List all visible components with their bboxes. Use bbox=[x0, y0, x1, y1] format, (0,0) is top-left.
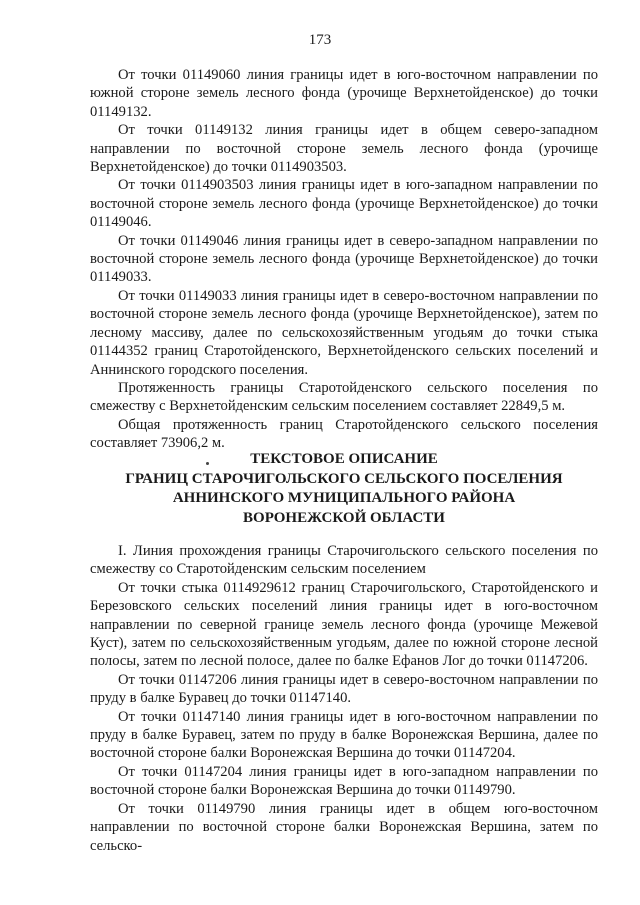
section-heading bbox=[90, 450, 598, 528]
paragraph: От точки 01147140 линия границы идет в юго-восточном направлении по пруду в балке Буравец, затем по пруду в балке Воронежская Вершина, далее по восточной стороне балки Воронежская Вершина до точки 01147204. bbox=[90, 708, 598, 762]
paragraph: От точки 01147204 линия границы идет в юго-западном направлении по восточной стороне балки Воронежская Вершина до точки 01149790. bbox=[90, 763, 598, 799]
paragraph: От точки 01149033 линия границы идет в северо-восточном направлении по восточной стороне земель лесного фонда (урочище Верхнетойденское), затем по лесному массиву, далее по сельскохозяйственным угодьям до точки стыка 01144352 границ Старотойденского, Верхнетойденского сельских поселений и Аннинского городского поселения. bbox=[90, 287, 598, 378]
heading-line: ГРАНИЦ СТАРОЧИГОЛЬСКОГО СЕЛЬСКОГО ПОСЕЛЕНИЯ bbox=[125, 470, 563, 487]
paragraph: От точки 01149132 линия границы идет в общем северо-западном направлении по восточной стороне земель лесного фонда (урочище Верхнетойденское) до точки 0114903503. bbox=[90, 122, 598, 176]
paragraph: От точки 01147206 линия границы идет в северо-восточном направлении по пруду в балке Буравец до точки 01147140. bbox=[90, 671, 598, 707]
section-subheading: I. Линия прохождения границы Старочигольского сельского поселения по смежеству со Старотойденским сельским поселением bbox=[90, 543, 598, 578]
section-text-block bbox=[90, 542, 598, 855]
paragraph: От точки 01149060 линия границы идет в юго-восточном направлении по южной стороне земель лесного фонда (урочище Верхнетойденское) до точки 01149132. bbox=[90, 67, 598, 120]
paragraph: От точки 0114903503 линия границы идет в юго-западном направлении по восточной стороне земель лесного фонда (урочище Верхнетойденское) до точки 01149046. bbox=[90, 177, 598, 231]
paragraph: От точки 01149046 линия границы идет в северо-западном направлении по восточной стороне земель лесного фонда (урочище Верхнетойденское) до точки 01149033. bbox=[90, 232, 598, 286]
page-number: 173 bbox=[308, 32, 332, 48]
heading-line: АННИНСКОГО МУНИЦИПАЛЬНОГО РАЙОНА bbox=[172, 490, 516, 506]
heading-line: ТЕКСТОВОЕ ОПИСАНИЕ bbox=[250, 451, 438, 467]
paragraph: От точки стыка 0114929612 границ Старочигольского, Старотойденского и Березовского сельских поселений линия границы идет в юго-восточном направлении по северной границе земель лесного фонда (урочище Межевой Куст), затем по сельскохозяйственным угодьям, далее по южной стороне лесной полосы, затем по лесной полосе, далее по балке Ефанов Лог до точки 01147206. bbox=[90, 579, 598, 670]
lead-text-block bbox=[90, 66, 598, 453]
paragraph: Общая протяженность границ Старотойденского сельского поселения составляет 73906,2 м. bbox=[90, 416, 598, 452]
heading-line: ВОРОНЕЖСКОЙ ОБЛАСТИ bbox=[243, 509, 445, 526]
paragraph: Протяженность границы Старотойденского сельского поселения по смежеству с Верхнетойденским сельским поселением составляет 22849,5 м. bbox=[90, 379, 598, 415]
paragraph: От точки 01149790 линия границы идет в общем юго-восточном направлении по восточной стороне балки Воронежская Вершина, затем по сельско- bbox=[90, 800, 598, 854]
